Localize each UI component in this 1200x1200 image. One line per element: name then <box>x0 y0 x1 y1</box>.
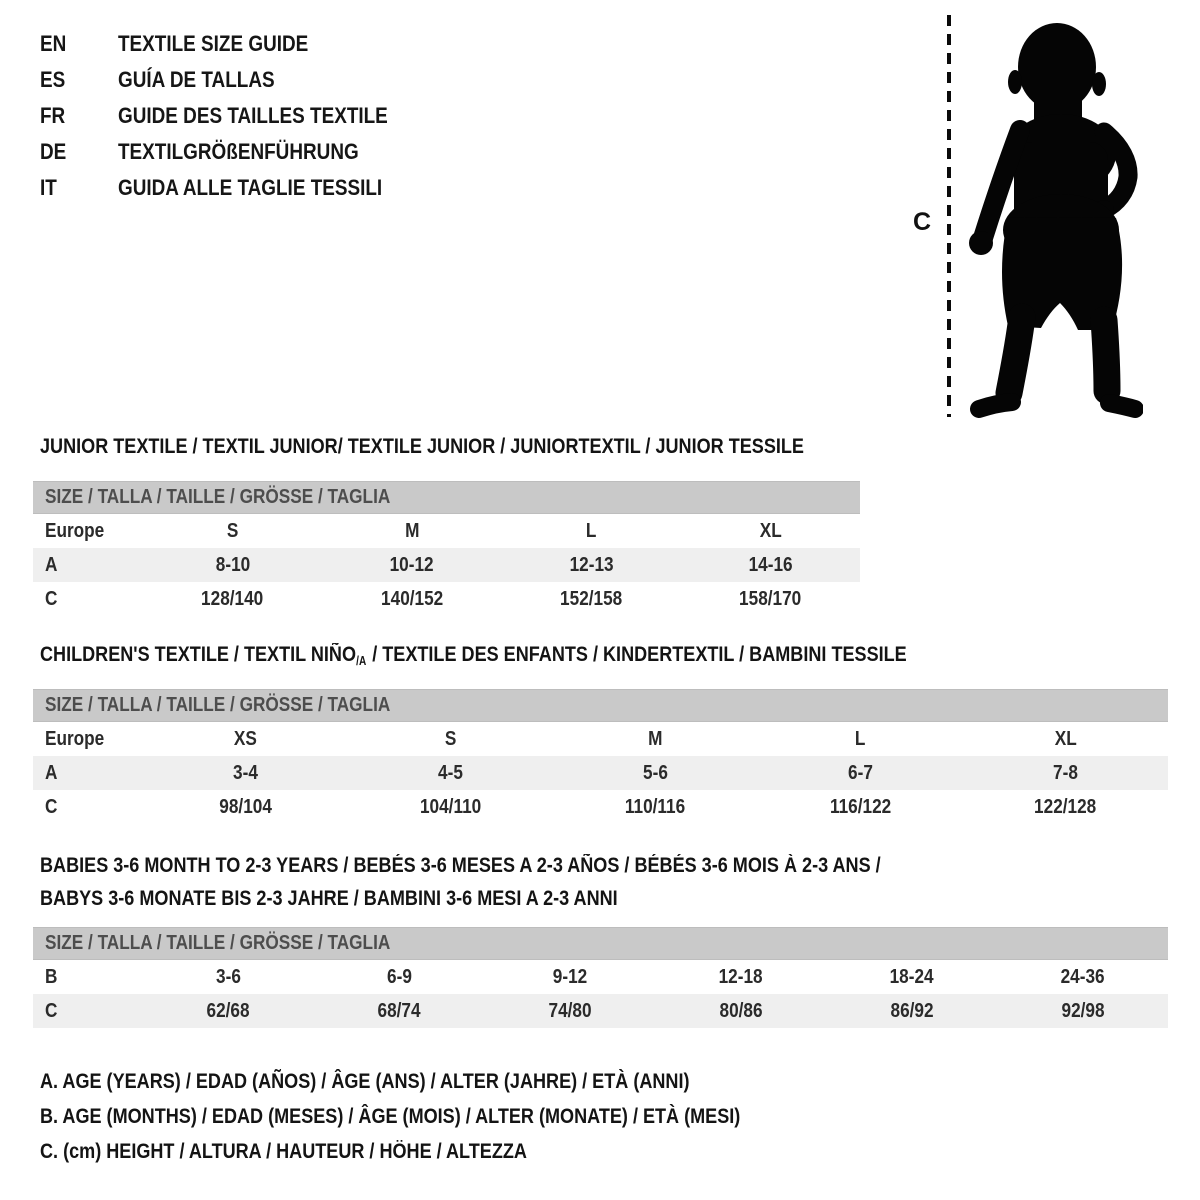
row-label: C <box>45 587 58 610</box>
guide-title: TEXTILGRÖßENFÜHRUNG <box>118 139 359 164</box>
row-label: C <box>45 795 58 818</box>
table-row: Europe XS S M L XL <box>45 727 1077 750</box>
language-code: DE <box>40 139 67 164</box>
size-header-bar: SIZE / TALLA / TAILLE / GRÖSSE / TAGLIA <box>33 689 1168 722</box>
legend-line-c: C. (cm) HEIGHT / ALTURA / HAUTEUR / HÖHE / ALTEZZA <box>40 1139 527 1163</box>
size-header-bar: SIZE / TALLA / TAILLE / GRÖSSE / TAGLIA <box>33 481 860 514</box>
language-row <box>40 134 432 170</box>
measurement-legend <box>40 1064 854 1169</box>
row-label: Europe <box>45 727 105 750</box>
row-label: C <box>45 999 58 1022</box>
language-title-block <box>40 26 432 206</box>
language-row <box>40 98 432 134</box>
table-row: A 8-10 10-12 12-13 14-16 <box>33 548 860 582</box>
section-heading-junior: JUNIOR TEXTILE / TEXTIL JUNIOR/ TEXTILE JUNIOR / JUNIORTEXTIL / JUNIOR TESSILE <box>40 435 804 458</box>
language-row <box>40 62 432 98</box>
height-measure-dashed-line <box>945 15 953 417</box>
guide-title: TEXTILE SIZE GUIDE <box>118 31 309 56</box>
junior-size-table <box>33 481 860 616</box>
language-code: ES <box>40 67 66 92</box>
size-header-bar: SIZE / TALLA / TAILLE / GRÖSSE / TAGLIA <box>33 927 1168 960</box>
guide-title: GUIDA ALLE TAGLIE TESSILI <box>118 175 383 200</box>
table-row: C 62/68 68/74 74/80 80/86 86/92 92/98 <box>33 994 1168 1028</box>
guide-title: GUÍA DE TALLAS <box>118 67 275 92</box>
section-heading-children: CHILDREN'S TEXTILE / TEXTIL NIÑO/A / TEXTILE DES ENFANTS / KINDERTEXTIL / BAMBINI TESSILE <box>40 643 907 668</box>
language-code: FR <box>40 103 66 128</box>
toddler-silhouette <box>958 12 1143 420</box>
table-row: A 3-4 4-5 5-6 6-7 7-8 <box>33 756 1168 790</box>
table-row: Europe S M L XL <box>45 519 782 542</box>
legend-line-a: A. AGE (YEARS) / EDAD (AÑOS) / ÂGE (ANS) / ALTER (JAHRE) / ETÀ (ANNI) <box>40 1069 690 1093</box>
row-label: A <box>45 553 58 576</box>
language-code: IT <box>40 175 57 200</box>
guide-title: GUIDE DES TAILLES TEXTILE <box>118 103 388 128</box>
table-row: C 128/140 140/152 152/158 158/170 <box>45 587 802 610</box>
height-measure-label: C <box>913 208 932 236</box>
section-heading-babies: BABIES 3-6 MONTH TO 2-3 YEARS / BEBÉS 3-6 MESES A 2-3 AÑOS / BÉBÉS 3-6 MOIS À 2-3 ANS / BABYS 3-6 MONATE BIS 2-3 JAHRE / BAMBINI 3-6 MESI A 2-3 ANNI <box>40 854 881 910</box>
babies-size-table <box>33 927 1168 1028</box>
table-row: C 98/104 104/110 110/116 116/122 122/128 <box>45 795 1097 818</box>
children-size-table <box>33 689 1168 824</box>
row-label: A <box>45 761 58 784</box>
language-row <box>40 26 432 62</box>
table-row: B 3-6 6-9 9-12 12-18 18-24 24-36 <box>45 965 1105 988</box>
row-label: B <box>45 965 58 988</box>
language-code: EN <box>40 31 67 56</box>
legend-line-b: B. AGE (MONTHS) / EDAD (MESES) / ÂGE (MOIS) / ALTER (MONATE) / ETÀ (MESI) <box>40 1104 741 1128</box>
row-label: Europe <box>45 519 105 542</box>
language-row <box>40 170 432 206</box>
